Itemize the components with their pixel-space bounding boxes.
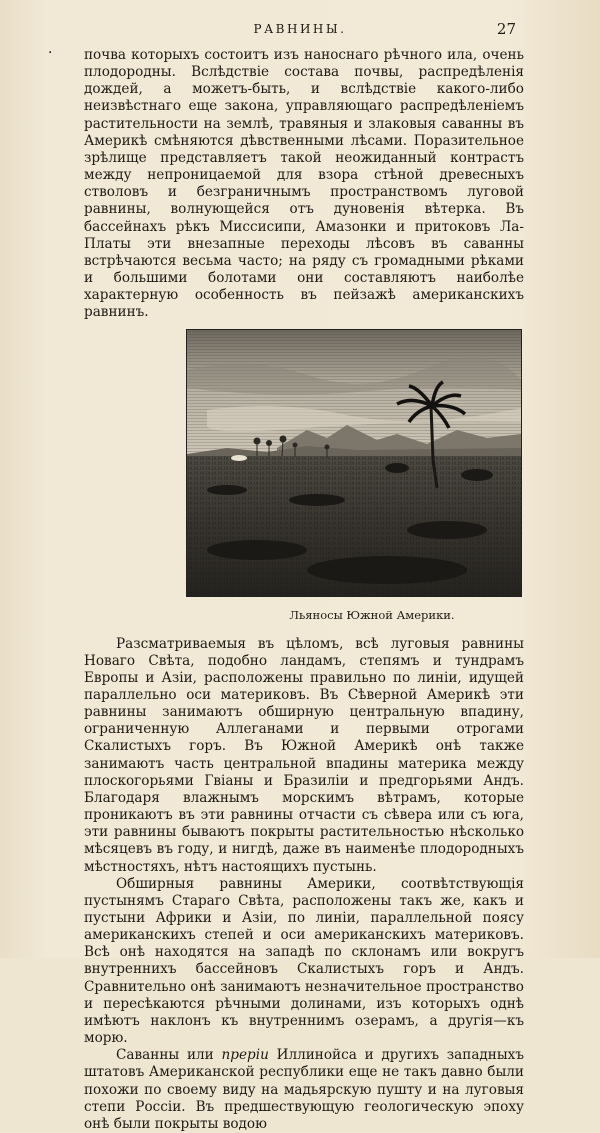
running-title: РАВНИНЫ.	[253, 22, 347, 36]
paragraph-4-start: Саванны или	[116, 1047, 222, 1064]
paragraph-4-rest: Иллинойса и другихъ западныхъ штатовъ Американской республики еще не такъ давно были похожи по своему виду на мадьярскую пушту и на луговыя степи Россіи. Въ предшествующую геологическую эпоху онѣ были покрыты водою	[84, 1047, 524, 1132]
paragraph-4	[84, 1047, 524, 1133]
paragraph-3: Обширныя равнины Америки, соотвѣтствующія пустынямъ Стараго Свѣта, расположены такъ же, какъ и пустыни Африки и Азіи, по линіи, параллельной поясу американскихъ степей и оси американскихъ материковъ. Всѣ онѣ находятся на западѣ по склонамъ или вокругъ внутреннихъ бассейновъ Скалистыхъ горъ и Андъ. Сравнительно онѣ занимаютъ незначительное пространство и пересѣкаются рѣчными долинами, изъ которыхъ однѣ имѣютъ наклонъ къ внутреннимъ озерамъ, а другія—къ морю.	[84, 875, 524, 1047]
paragraph-1: почва которыхъ состоитъ изъ наноснаго рѣчного ила, очень плодородны. Вслѣдствіе состава почвы, распредѣленія дождей, а можетъ-быть, и вслѣдствіе какого-либо неизвѣстнаго еще закона, управляющаго распредѣленіемъ растительности на землѣ, травяныя и злаковыя саванны въ Америкѣ смѣняются дѣвственными лѣсами. Поразительное зрѣлище представляетъ такой неожиданный контрастъ между непроницаемой для взора стѣной древесныхъ стволовъ и безграничнымъ пространствомъ луговой равнины, волнующейся отъ дуновенія вѣтерка. Въ бассейнахъ рѣкъ Миссисипи, Амазонки и притоковъ Ла-Платы эти внезапные переходы лѣсовъ въ саванны встрѣчаются весьма часто; на ряду съ громадными рѣками и большими болотами они составляютъ наиболѣе характерную особенность въ пейзажѣ американскихъ равнинъ.	[84, 47, 524, 321]
prairie-term: преріи	[221, 1047, 269, 1064]
paragraph-2	[84, 322, 524, 876]
body-text	[84, 47, 524, 1133]
llanos-landscape-illustration	[187, 330, 521, 596]
figure-caption: Льяносы Южной Америки.	[289, 607, 455, 622]
figure	[186, 329, 526, 633]
ink-speck: .	[48, 41, 53, 57]
llanos-engraving	[186, 329, 522, 597]
page-header	[0, 20, 600, 40]
paragraph-2-text: Разсматриваемыя въ цѣломъ, всѣ луговыя равнины Новаго Свѣта, подобно ландамъ, степямъ и тундрамъ Европы и Азіи, расположены правильно по линіи, идущей параллельно оси материковъ. Въ Сѣверной Америкѣ эти равнины занимаютъ обширную центральную впадину, ограниченную Аллеганами и первыми отрогами Скалистыхъ горъ. Въ Южной Америкѣ онѣ также занимаютъ часть центральной впадины материка между плоскогорьями Гвіаны и Бразиліи и предгорьями Андъ. Благодаря влажнымъ морскимъ вѣтрамъ, которые проникаютъ въ эти равнины отчасти съ сѣвера или съ юга, эти равнины бываютъ покрыты растительностью нѣсколько мѣсяцевъ въ году, и нигдѣ, даже въ наименѣе плодородныхъ мѣстностяхъ, нѣтъ настоящихъ пустынь.	[84, 635, 524, 875]
page-number: 27	[496, 20, 516, 38]
